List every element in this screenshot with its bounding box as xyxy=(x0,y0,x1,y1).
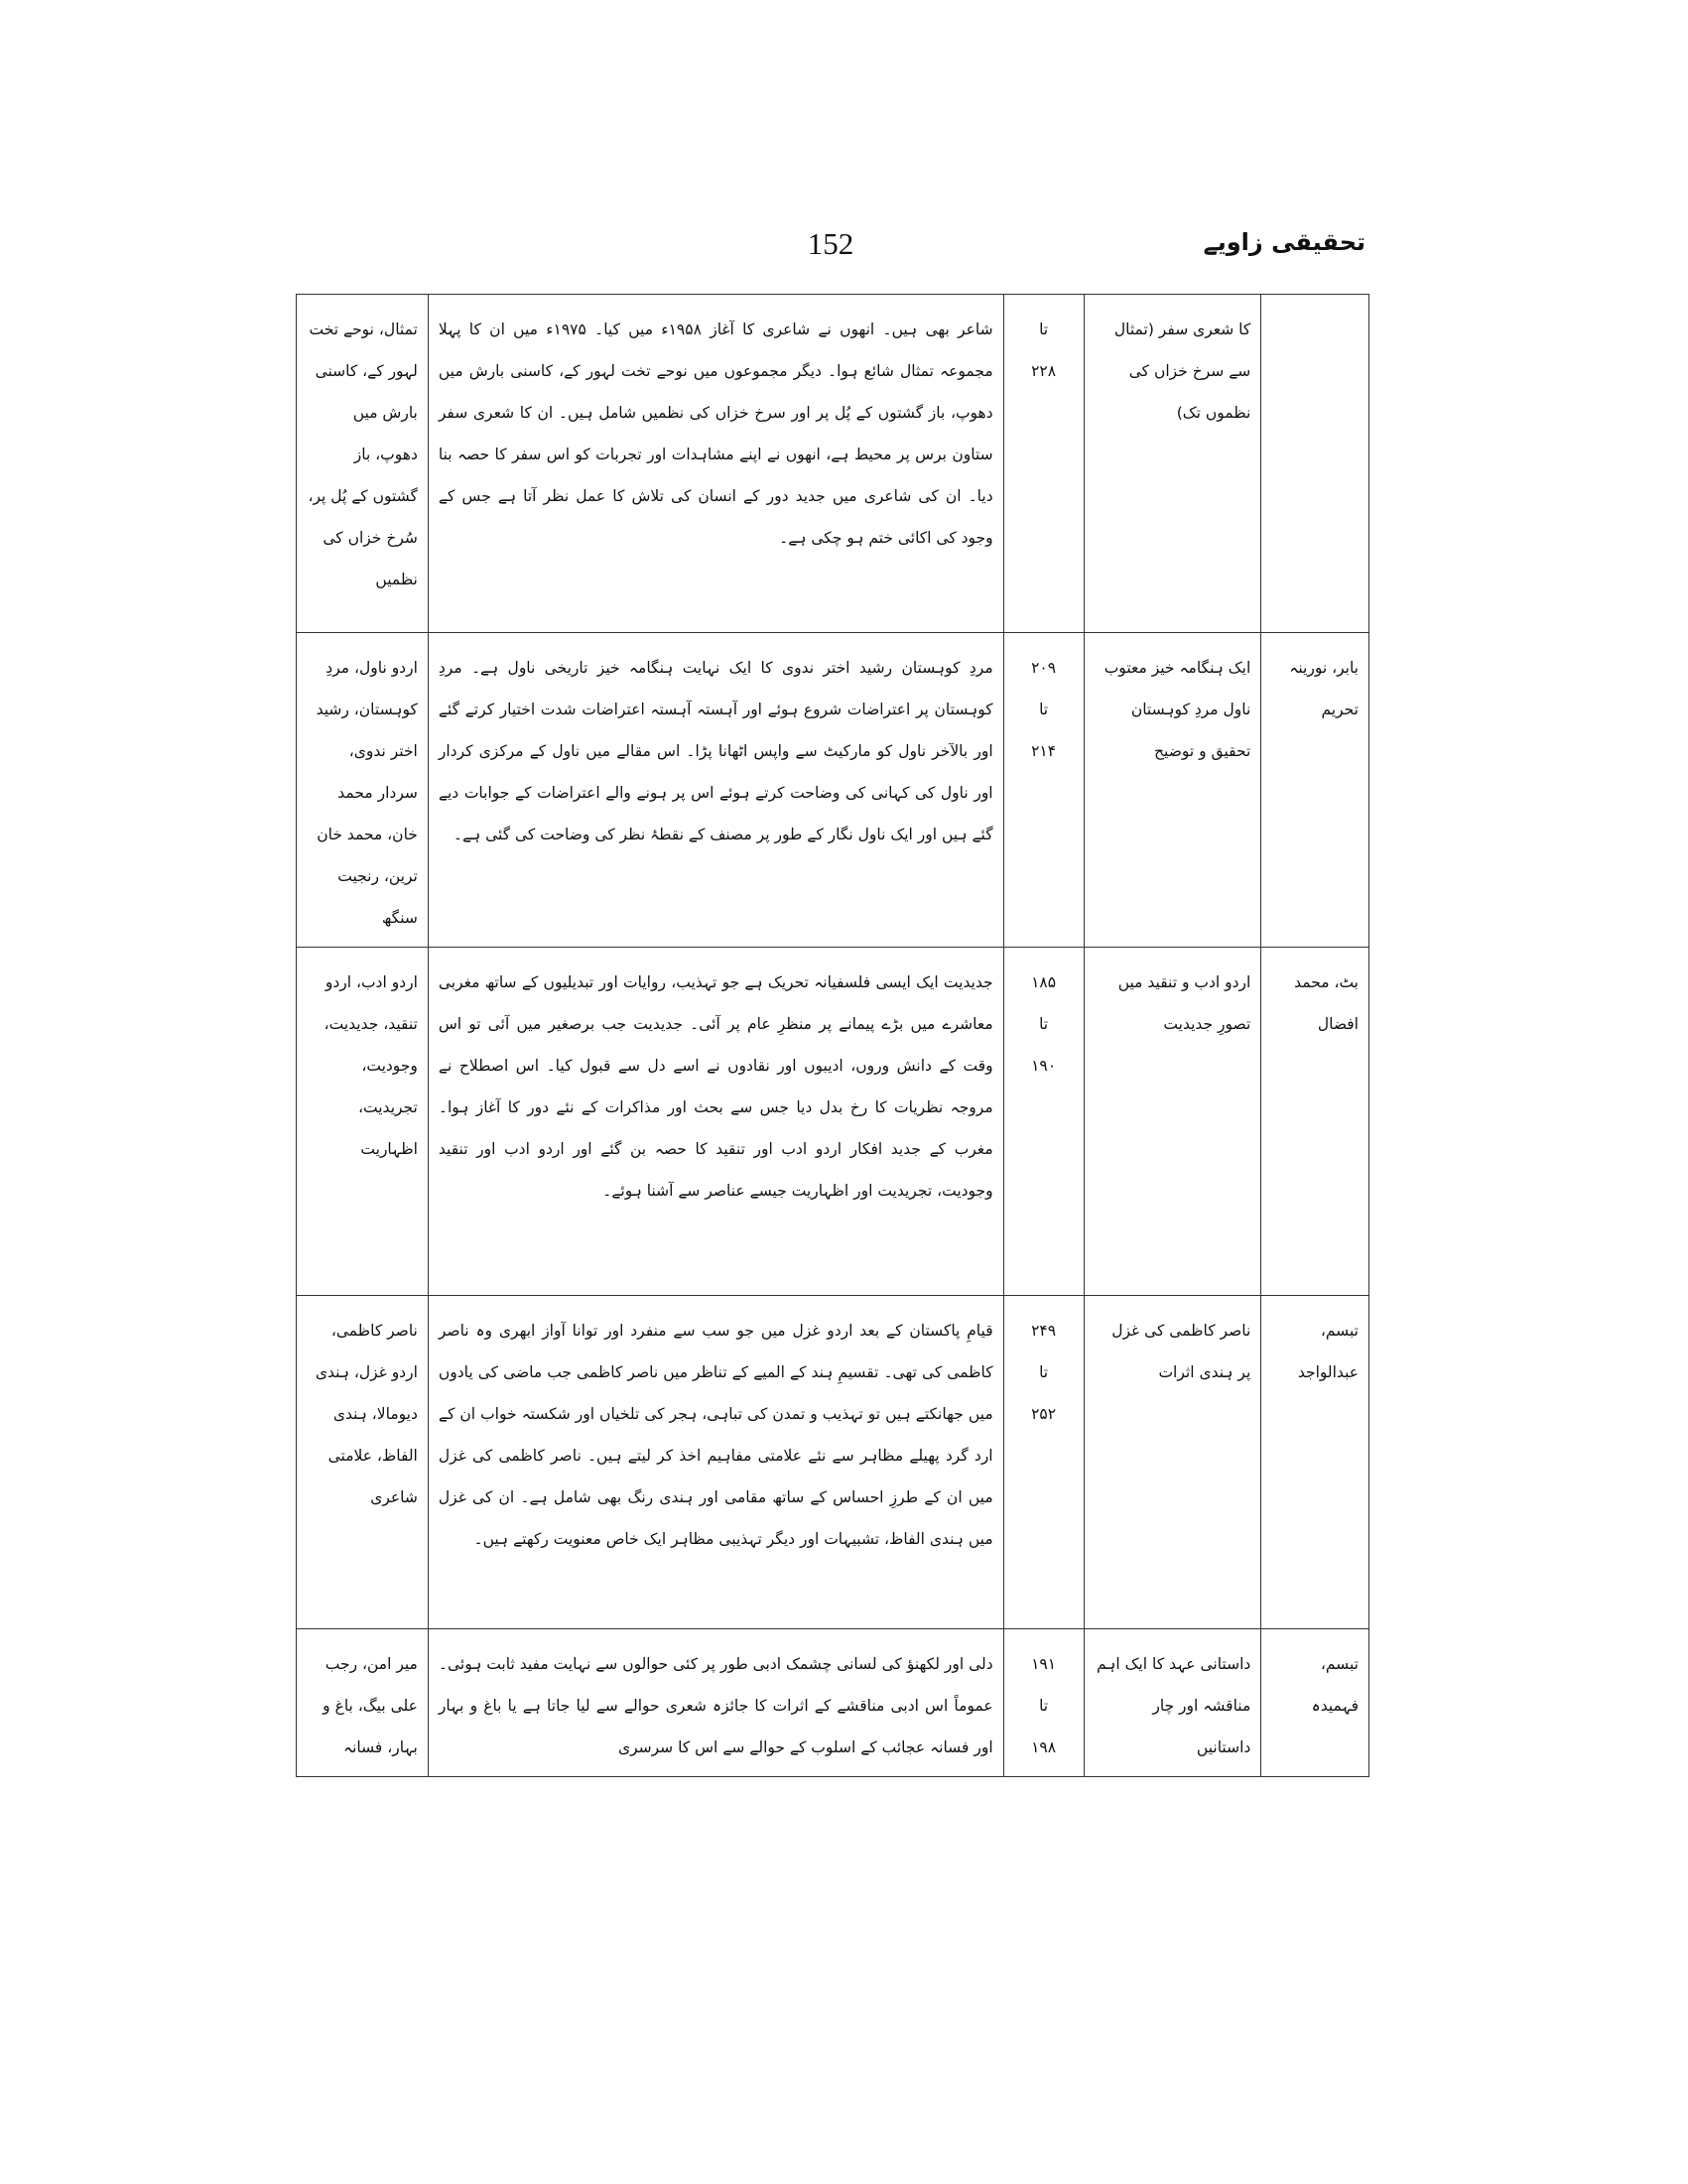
page-range-part: تا xyxy=(1039,1015,1049,1033)
page-range-part: ۲۲۸ xyxy=(1031,362,1057,380)
page-range-part: ۲۴۹ xyxy=(1031,1322,1057,1340)
page-range-part: ۱۹۱ xyxy=(1031,1655,1057,1673)
abstract-cell: مردِ کوہستان رشید اختر ندوی کا ایک نہایت ہنگامہ خیز تاریخی ناول ہے۔ مردِ کوہستان پر اعتراضات شروع ہوئے اور آہستہ آہستہ اعتراضات شدت اختیار کرتے گئے اور بالآخر ناول کو مارکیٹ سے واپس اٹھانا پڑا۔ اس مقالے میں ناول کے مرکزی کردار اور ناول کی کہانی کی وضاحت کرتے ہوئے اس پر ہونے والے اعتراضات کے جوابات دیے گئے ہیں اور ایک ناول نگار کے طور پر مصنف کے نقطۂ نظر کی وضاحت کی گئی ہے۔ xyxy=(428,633,1003,948)
page-range-part: تا xyxy=(1039,321,1049,338)
page-range-part: تا xyxy=(1039,701,1049,718)
page-range-part: تا xyxy=(1039,1697,1049,1715)
page-number: 152 xyxy=(807,226,854,261)
author-cell: تبسم، فہمیدہ xyxy=(1261,1629,1369,1777)
table-row xyxy=(297,948,1369,1296)
title-cell: ایک ہنگامہ خیز معتوب ناول مردِ کوہستان تحقیق و توضیح xyxy=(1084,633,1261,948)
page-range-part: ۱۸۵ xyxy=(1031,973,1057,991)
articles-table xyxy=(296,294,1369,1777)
table-row xyxy=(297,295,1369,633)
page-range-part: ۱۹۸ xyxy=(1031,1738,1057,1756)
table-row xyxy=(297,633,1369,948)
page-range-part: ۱۹۰ xyxy=(1031,1057,1057,1075)
title-cell: کا شعری سفر (تمثال سے سرخ خزاں کی نظموں تک) xyxy=(1084,295,1261,633)
page-header xyxy=(296,226,1365,266)
abstract-cell: قیامِ پاکستان کے بعد اردو غزل میں جو سب سے منفرد اور توانا آواز ابھری وہ ناصر کاظمی کی تھی۔ تقسیمِ ہند کے المیے کے تناظر میں ناصر کاظمی جب ماضی کی یادوں میں جھانکتے ہیں تو تہذیب و تمدن کی تباہی، ہجر کی تلخیاں اور شکستہ خواب ان کے ارد گرد پھیلے مظاہر سے نئے علامتی مفاہیم اخذ کر لیتے ہیں۔ ناصر کاظمی کی غزل میں ان کے طرزِ احساس کے ساتھ مقامی اور ہندی رنگ بھی شامل ہے۔ ان کی غزل میں ہندی الفاظ، تشبیہات اور دیگر تہذیبی مظاہر ایک خاص معنویت رکھتے ہیں۔ xyxy=(428,1296,1003,1629)
keywords-cell: اردو ناول، مردِ کوہستان، رشید اختر ندوی، سردار محمد خان، محمد خان ترین، رنجیت سنگھ xyxy=(297,633,429,948)
page-range-part: ۲۵۲ xyxy=(1031,1405,1057,1423)
pages-cell xyxy=(1003,1629,1084,1777)
abstract-cell: دلی اور لکھنؤ کی لسانی چشمک ادبی طور پر کئی حوالوں سے نہایت مفید ثابت ہوئی۔ عموماً اس ادبی مناقشے کے اثرات کا جائزہ شعری حوالے سے لیا جاتا ہے یا باغ و بہار اور فسانہ عجائب کے اسلوب کے حوالے سے اس کا سرسری xyxy=(428,1629,1003,1777)
pages-cell xyxy=(1003,633,1084,948)
author-cell xyxy=(1261,295,1369,633)
keywords-cell: اردو ادب، اردو تنقید، جدیدیت، وجودیت، تجریدیت، اظہاریت xyxy=(297,948,429,1296)
journal-title: تحقیقی زاویے xyxy=(1203,228,1365,256)
keywords-cell: ناصر کاظمی، اردو غزل، ہندی دیومالا، ہندی الفاظ، علامتی شاعری xyxy=(297,1296,429,1629)
table-row xyxy=(297,1629,1369,1777)
title-cell: ناصر کاظمی کی غزل پر ہندی اثرات xyxy=(1084,1296,1261,1629)
author-cell: بابر، نورینہ تحریم xyxy=(1261,633,1369,948)
pages-cell xyxy=(1003,295,1084,633)
keywords-cell: تمثال، نوحے تخت لہور کے، کاسنی بارش میں دھوپ، باز گشتوں کے پُل پر، سُرخ خزاں کی نظمیں xyxy=(297,295,429,633)
abstract-cell: جدیدیت ایک ایسی فلسفیانہ تحریک ہے جو تہذیب، روایات اور تبدیلیوں کے ساتھ مغربی معاشرے میں بڑے پیمانے پر منظرِ عام پر آئی۔ جدیدیت جب برصغیر میں آئی تو اس وقت کے دانش وروں، ادیبوں اور نقادوں نے اسے دل سے قبول کیا۔ اس اصطلاح نے مروجہ نظریات کا رخ بدل دیا جس سے بحث اور مذاکرات کے نئے دور کا آغاز ہوا۔ مغرب کے جدید افکار اردو ادب اور تنقید کا حصہ بن گئے اور اردو ادب اور تنقید وجودیت، تجریدیت اور اظہاریت جیسے عناصر سے آشنا ہوئے۔ xyxy=(428,948,1003,1296)
author-cell: تبسم، عبدالواجد xyxy=(1261,1296,1369,1629)
page-range-part: ۲۰۹ xyxy=(1031,659,1057,677)
title-cell: داستانی عہد کا ایک اہم مناقشہ اور چار داستانیں xyxy=(1084,1629,1261,1777)
abstract-cell: شاعر بھی ہیں۔ انھوں نے شاعری کا آغاز ۱۹۵۸ء میں کیا۔ ۱۹۷۵ء میں ان کا پہلا مجموعہ تمثال شائع ہوا۔ دیگر مجموعوں میں نوحے تخت لہور کے، کاسنی بارش میں دھوپ، باز گشتوں کے پُل پر اور سرخ خزاں کی نظمیں شامل ہیں۔ ان کا شعری سفر ستاون برس پر محیط ہے، انھوں نے اپنے مشاہدات اور تجربات کو اس سفر کا حصہ بنا دیا۔ ان کی شاعری میں جدید دور کے انسان کی تلاش کا عمل نظر آتا ہے جس کے وجود کی اکائی ختم ہو چکی ہے۔ xyxy=(428,295,1003,633)
page-range-part: تا xyxy=(1039,1363,1049,1381)
keywords-cell: میر امن، رجب علی بیگ، باغ و بہار، فسانہ xyxy=(297,1629,429,1777)
pages-cell xyxy=(1003,948,1084,1296)
page-range-part: ۲۱۴ xyxy=(1031,742,1057,760)
table-row xyxy=(297,1296,1369,1629)
author-cell: بٹ، محمد افضال xyxy=(1261,948,1369,1296)
title-cell: اردو ادب و تنقید میں تصورِ جدیدیت xyxy=(1084,948,1261,1296)
pages-cell xyxy=(1003,1296,1084,1629)
